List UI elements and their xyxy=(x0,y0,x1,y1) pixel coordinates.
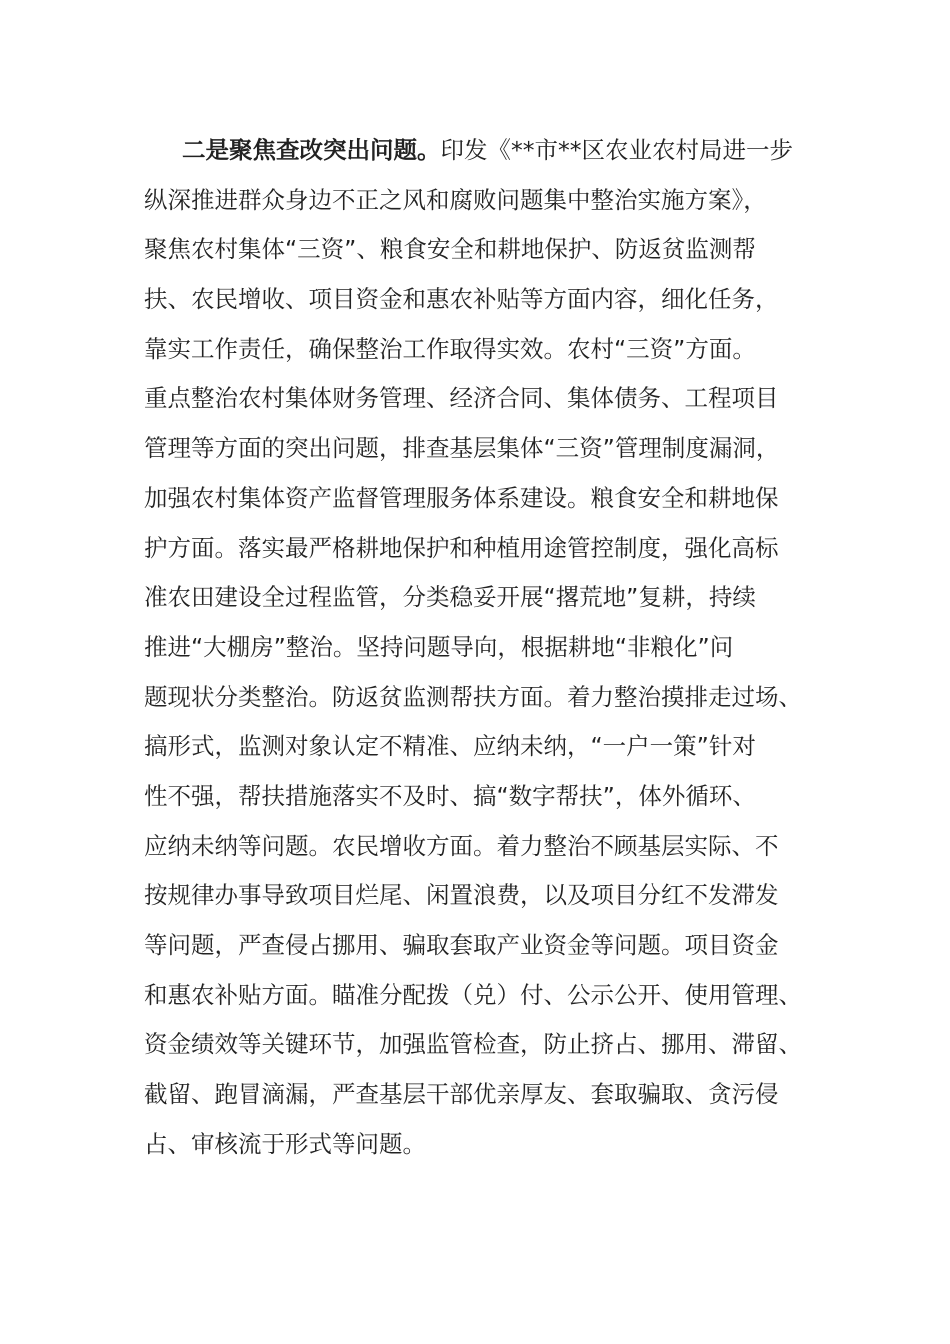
text-line: 靠实工作责任，确保整治工作取得实效。农村“三资”方面。 xyxy=(144,334,756,363)
paragraph-heading: 二是聚焦查改突出问题。 xyxy=(182,136,441,164)
text-line: 护方面。落实最严格耕地保护和种植用途管控制度，强化高标 xyxy=(144,533,779,562)
text-line: 资金绩效等关键环节，加强监管检查，防止挤占、挪用、滞留、 xyxy=(144,1030,802,1059)
text-line: 重点整治农村集体财务管理、经济合同、集体债务、工程项目 xyxy=(144,384,779,413)
text-line: 和惠农补贴方面。瞄准分配拨（兑）付、公示公开、使用管理、 xyxy=(144,980,802,1009)
text-line: 加强农村集体资产监督管理服务体系建设。粮食安全和耕地保 xyxy=(144,483,779,512)
body-paragraph xyxy=(144,126,806,1169)
text-line: 占、审核流于形式等问题。 xyxy=(144,1129,426,1158)
text-line: 按规律办事导致项目烂尾、闲置浪费，以及项目分红不发滞发 xyxy=(144,881,779,910)
text-line: 扶、农民增收、项目资金和惠农补贴等方面内容，细化任务， xyxy=(144,285,779,314)
text-line: 推进“大棚房”整治。坚持问题导向，根据耕地“非粮化”问 xyxy=(144,632,734,661)
text-line: 管理等方面的突出问题，排查基层集体“三资”管理制度漏洞， xyxy=(144,434,780,463)
text-line: 等问题，严查侵占挪用、骗取套取产业资金等问题。项目资金 xyxy=(144,931,779,959)
text-line xyxy=(144,126,806,176)
text-line: 应纳未纳等问题。农民增收方面。着力整治不顾基层实际、不 xyxy=(144,831,779,860)
text-line: 题现状分类整治。防返贫监测帮扶方面。着力整治摸排走过场、 xyxy=(144,682,802,711)
text-line: 截留、跑冒滴漏，严查基层干部优亲厚友、套取骗取、贪污侵 xyxy=(144,1080,779,1109)
text-line: 纵深推进群众身边不正之风和腐败问题集中整治实施方案》， xyxy=(144,185,767,214)
text-line: 搞形式，监测对象认定不精准、应纳未纳，“一户一策”针对 xyxy=(144,732,756,761)
text-line: 性不强，帮扶措施落实不及时、搞“数字帮扶”，体外循环、 xyxy=(144,781,756,810)
text-line: 准农田建设全过程监管，分类稳妥开展“撂荒地”复耕，持续 xyxy=(144,583,756,612)
text-line-content: 印发《**市**区农业农村局进一步 xyxy=(440,136,793,164)
text-line: 聚焦农村集体“三资”、粮食安全和耕地保护、防返贫监测帮 xyxy=(144,235,756,264)
